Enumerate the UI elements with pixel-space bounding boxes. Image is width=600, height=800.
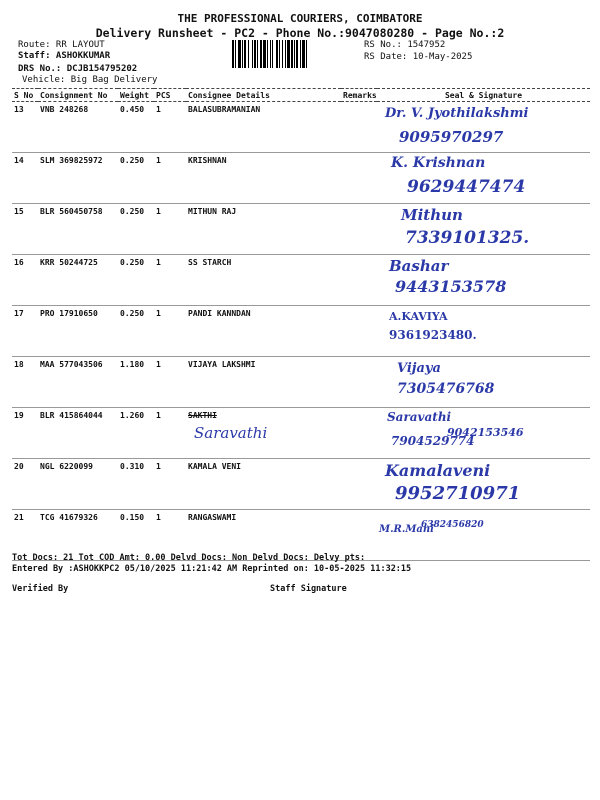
cell-sno: 19 <box>12 408 38 459</box>
cell-weight: 0.310 <box>118 459 154 510</box>
cell-weight: 0.150 <box>118 510 154 561</box>
table-row <box>12 306 590 357</box>
cell-consignment: TCG 41679326 <box>38 510 118 561</box>
verified-by-label: Verified By <box>12 584 69 594</box>
handwritten-signature: Kamalaveni <box>385 461 491 480</box>
handwritten-phone: 9952710971 <box>395 483 521 504</box>
cell-consignee: VIJAYA LAKSHMI <box>186 357 341 408</box>
cell-sno: 20 <box>12 459 38 510</box>
rs-number: RS No.: 1547952 <box>364 40 446 50</box>
table-header-row <box>12 89 590 102</box>
cell-consignment: VNB 248268 <box>38 102 118 153</box>
col-sno: S No <box>12 89 38 102</box>
cell-signature <box>377 408 590 459</box>
vehicle-label: Vehicle: Big Bag Delivery <box>22 75 158 85</box>
handwritten-phone: 6382456820 <box>421 520 484 530</box>
route-label: Route: RR LAYOUT <box>18 40 105 50</box>
company-title: THE PROFESSIONAL COURIERS, COIMBATORE <box>177 12 423 25</box>
cell-pcs: 1 <box>154 102 186 153</box>
cell-consignee: MITHUN RAJ <box>186 204 341 255</box>
col-consignee: Consignee Details <box>186 89 341 102</box>
cell-consignee: KRISHNAN <box>186 153 341 204</box>
handwritten-consignee-note: Saravathi <box>194 424 268 442</box>
consignee-struck: SAKTHI <box>188 411 217 420</box>
table-row <box>12 102 590 153</box>
handwritten-signature: Vijaya <box>397 361 441 376</box>
cell-consignee: KAMALA VENI <box>186 459 341 510</box>
cell-remarks <box>341 255 377 306</box>
cell-remarks <box>341 102 377 153</box>
drs-number: DRS No.: DCJB154795202 <box>18 64 138 74</box>
handwritten-phone: 7339101325. <box>405 228 530 248</box>
barcode <box>232 40 356 68</box>
cell-remarks <box>341 306 377 357</box>
cell-consignment: NGL 6220099 <box>38 459 118 510</box>
cell-signature <box>377 255 590 306</box>
staff-signature-label: Staff Signature <box>270 584 347 594</box>
handwritten-signature: Mithun <box>401 206 463 224</box>
cell-sno: 21 <box>12 510 38 561</box>
cell-pcs: 1 <box>154 510 186 561</box>
handwritten-phone-2: 9042153546 <box>447 426 524 439</box>
handwritten-signature: Dr. V. Jyothilakshmi <box>385 106 529 121</box>
cell-signature <box>377 459 590 510</box>
cell-sno: 14 <box>12 153 38 204</box>
cell-consignee: BALASUBRAMANIAN <box>186 102 341 153</box>
cell-signature <box>377 510 590 561</box>
handwritten-phone: 9361923480. <box>389 328 477 342</box>
runsheet-table <box>12 88 590 561</box>
cell-weight: 1.260 <box>118 408 154 459</box>
handwritten-signature: Bashar <box>389 257 449 275</box>
rs-date: RS Date: 10-May-2025 <box>364 52 473 62</box>
cell-weight: 0.450 <box>118 102 154 153</box>
cell-consignment: KRR 50244725 <box>38 255 118 306</box>
cell-signature <box>377 357 590 408</box>
table-row <box>12 153 590 204</box>
col-consignment: Consignment No <box>38 89 118 102</box>
cell-pcs: 1 <box>154 153 186 204</box>
cell-pcs: 1 <box>154 306 186 357</box>
cell-weight: 0.250 <box>118 255 154 306</box>
table-row <box>12 255 590 306</box>
cell-sno: 15 <box>12 204 38 255</box>
handwritten-phone: 9629447474 <box>407 177 526 197</box>
runsheet-subtitle: Delivery Runsheet - PC2 - Phone No.:9047080280 - Page No.:2 <box>95 26 505 40</box>
handwritten-signature: A.KAVIYA <box>389 310 448 323</box>
cell-pcs: 1 <box>154 357 186 408</box>
handwritten-phone: 7904529774 <box>391 434 475 448</box>
cell-signature <box>377 102 590 153</box>
staff-label: Staff: ASHOKKUMAR <box>18 51 111 61</box>
cell-remarks <box>341 357 377 408</box>
entered-by-line: Entered By :ASHOKKPC2 05/10/2025 11:21:42 AM Reprinted on: 10-05-2025 11:32:15 <box>12 564 412 574</box>
cell-weight: 1.180 <box>118 357 154 408</box>
cell-consignment: SLM 369825972 <box>38 153 118 204</box>
handwritten-phone: 7305476768 <box>397 381 495 397</box>
cell-sno: 16 <box>12 255 38 306</box>
col-remarks: Remarks <box>343 90 377 100</box>
cell-sno: 18 <box>12 357 38 408</box>
cell-consignment: BLR 415864044 <box>38 408 118 459</box>
cell-signature <box>377 306 590 357</box>
cell-signature <box>377 204 590 255</box>
cell-remarks <box>341 204 377 255</box>
cell-weight: 0.250 <box>118 204 154 255</box>
cell-signature <box>377 153 590 204</box>
cell-consignment: MAA 577043506 <box>38 357 118 408</box>
cell-sno: 17 <box>12 306 38 357</box>
cell-pcs: 1 <box>154 204 186 255</box>
table-row <box>12 204 590 255</box>
table-row <box>12 408 590 459</box>
handwritten-phone: 9443153578 <box>395 277 507 296</box>
cell-remarks <box>341 459 377 510</box>
cell-pcs: 1 <box>154 408 186 459</box>
table-row <box>12 459 590 510</box>
cell-weight: 0.250 <box>118 306 154 357</box>
cell-consignment: BLR 560450758 <box>38 204 118 255</box>
cell-pcs: 1 <box>154 255 186 306</box>
cell-consignee: PANDI KANNDAN <box>186 306 341 357</box>
totals-line: Tot Docs: 21 Tot COD Amt: 0.00 Delvd Docs: Non Delvd Docs: Delvy pts: <box>12 553 366 563</box>
cell-consignment: PRO 17910650 <box>38 306 118 357</box>
col-weight: Weight <box>118 89 154 102</box>
col-pcs: PCS <box>154 89 186 102</box>
cell-remarks <box>341 153 377 204</box>
handwritten-signature: M.R.Mani <box>379 524 434 535</box>
handwritten-phone: 9095970297 <box>399 128 504 146</box>
col-seal-signature: Seal & Signature <box>377 89 590 102</box>
cell-consignee: RANGASWAMI <box>186 510 341 561</box>
table-row <box>12 357 590 408</box>
handwritten-signature: Saravathi <box>387 410 452 424</box>
cell-sno: 13 <box>12 102 38 153</box>
cell-pcs: 1 <box>154 459 186 510</box>
cell-remarks <box>341 408 377 459</box>
handwritten-signature: K. Krishnan <box>391 155 486 171</box>
cell-consignee <box>186 408 341 459</box>
cell-weight: 0.250 <box>118 153 154 204</box>
cell-consignee: SS STARCH <box>186 255 341 306</box>
